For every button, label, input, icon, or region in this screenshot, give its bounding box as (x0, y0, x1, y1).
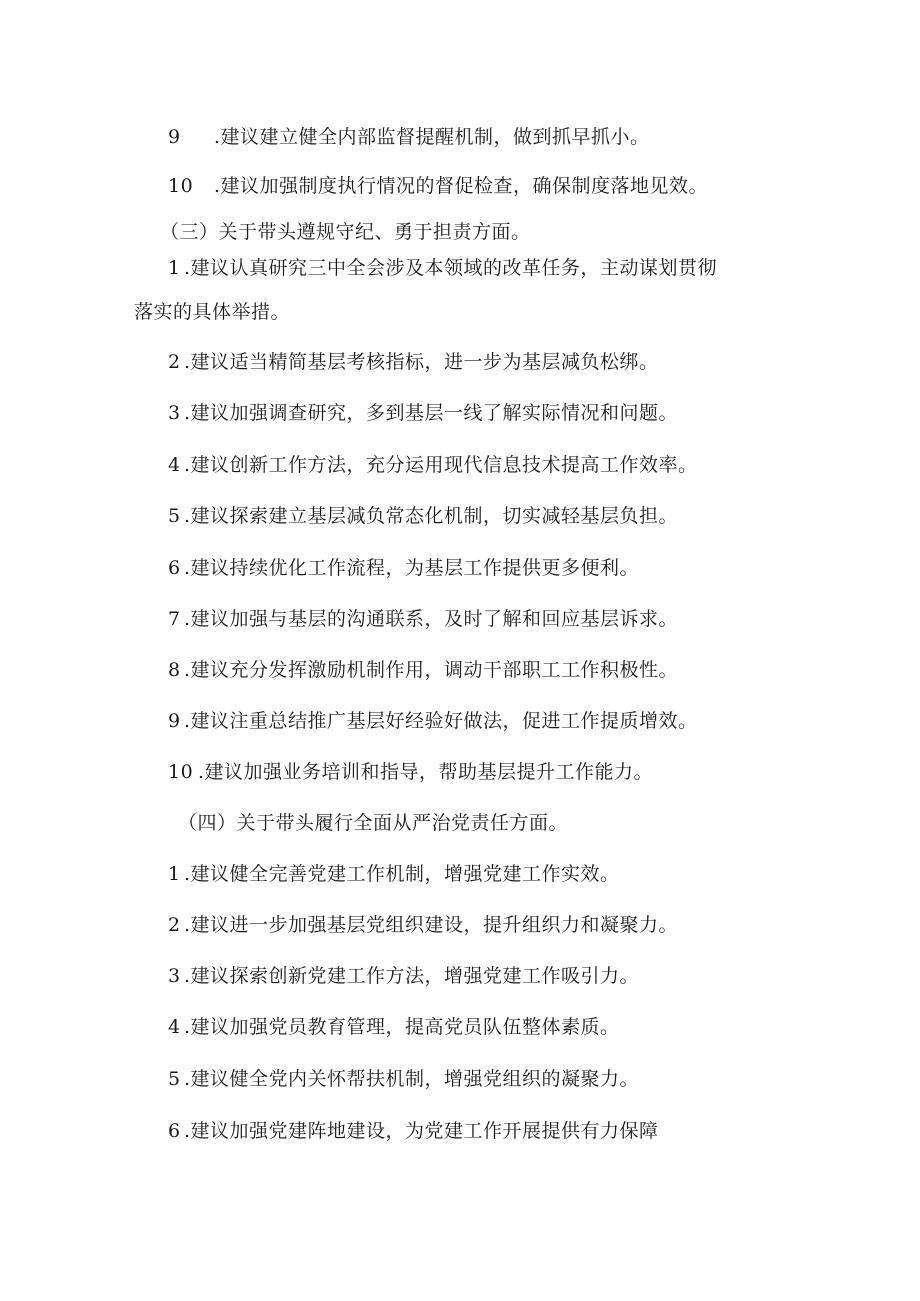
item-number: 4 (168, 454, 181, 476)
item-number: 4 (168, 1016, 181, 1038)
list-item (168, 555, 639, 581)
item-text: .建议进一步加强基层党组织建设，提升组织力和凝聚力。 (184, 914, 679, 936)
item-text: .建议注重总结推广基层好经验好做法，促进工作提质增效。 (184, 710, 698, 732)
item-number: 1 (168, 863, 181, 885)
item-number: 3 (168, 965, 181, 987)
item-number: 9 (168, 710, 181, 732)
list-item (168, 400, 678, 426)
item-text: .建议充分发挥激励机制作用，调动干部职工工作积极性。 (184, 659, 679, 681)
item-text: .建议建立健全内部监督提醒机制，做到抓早抓小。 (214, 126, 650, 148)
item-number: 1 (168, 257, 181, 279)
item-number: 6 (168, 1120, 181, 1142)
list-item (168, 1118, 659, 1144)
list-item (168, 503, 678, 529)
item-text: .建议创新工作方法，充分运用现代信息技术提高工作效率。 (184, 454, 698, 476)
item-number: 9 (168, 126, 181, 148)
list-item (168, 1066, 639, 1092)
item-number: 6 (168, 557, 181, 579)
item-text: .建议加强党员教育管理，提高党员队伍整体素质。 (184, 1016, 620, 1038)
item-text: .建议认真研究三中全会涉及本领域的改革任务，主动谋划贯彻 (184, 257, 718, 279)
item-text: .建议加强业务培训和指导，帮助基层提升工作能力。 (198, 761, 654, 783)
section-heading: （三）关于带头遵规守纪、勇于担责方面。 (160, 221, 531, 243)
list-item (168, 606, 678, 632)
list-item (168, 173, 708, 199)
list-item (168, 124, 650, 150)
list-item (168, 708, 698, 734)
list-item (168, 255, 717, 281)
section-heading: （四）关于带头履行全面从严治党责任方面。 (178, 812, 569, 834)
item-number: 8 (168, 659, 181, 681)
item-number: 2 (168, 351, 181, 373)
item-number: 10 (168, 761, 194, 783)
item-text: .建议探索创新党建工作方法，增强党建工作吸引力。 (184, 965, 640, 987)
item-number: 3 (168, 402, 181, 424)
item-number: 5 (168, 505, 181, 527)
list-item (168, 963, 639, 989)
list-item (168, 349, 659, 375)
list-item (168, 1014, 620, 1040)
item-number: 2 (168, 914, 181, 936)
item-text: .建议健全完善党建工作机制，增强党建工作实效。 (184, 863, 620, 885)
item-text: .建议探索建立基层减负常态化机制，切实减轻基层负担。 (184, 505, 679, 527)
item-text: .建议持续优化工作流程，为基层工作提供更多便利。 (184, 557, 640, 579)
list-item (168, 759, 653, 785)
list-item (168, 861, 620, 887)
item-text: .建议适当精简基层考核指标，进一步为基层减负松绑。 (184, 351, 659, 373)
item-number: 7 (168, 608, 181, 630)
list-item (168, 657, 678, 683)
item-text: .建议健全党内关怀帮扶机制，增强党组织的凝聚力。 (184, 1068, 640, 1090)
item-text: .建议加强党建阵地建设，为党建工作开展提供有力保障 (184, 1120, 659, 1142)
list-item (168, 452, 698, 478)
item-text: .建议加强制度执行情况的督促检查，确保制度落地见效。 (214, 175, 709, 197)
item-text: .建议加强与基层的沟通联系，及时了解和回应基层诉求。 (184, 608, 679, 630)
item-text: .建议加强调查研究，多到基层一线了解实际情况和问题。 (184, 402, 679, 424)
list-item (168, 912, 678, 938)
item-number: 5 (168, 1068, 181, 1090)
item-number: 10 (168, 175, 194, 197)
list-item-continuation: 落实的具体举措。 (134, 301, 291, 323)
